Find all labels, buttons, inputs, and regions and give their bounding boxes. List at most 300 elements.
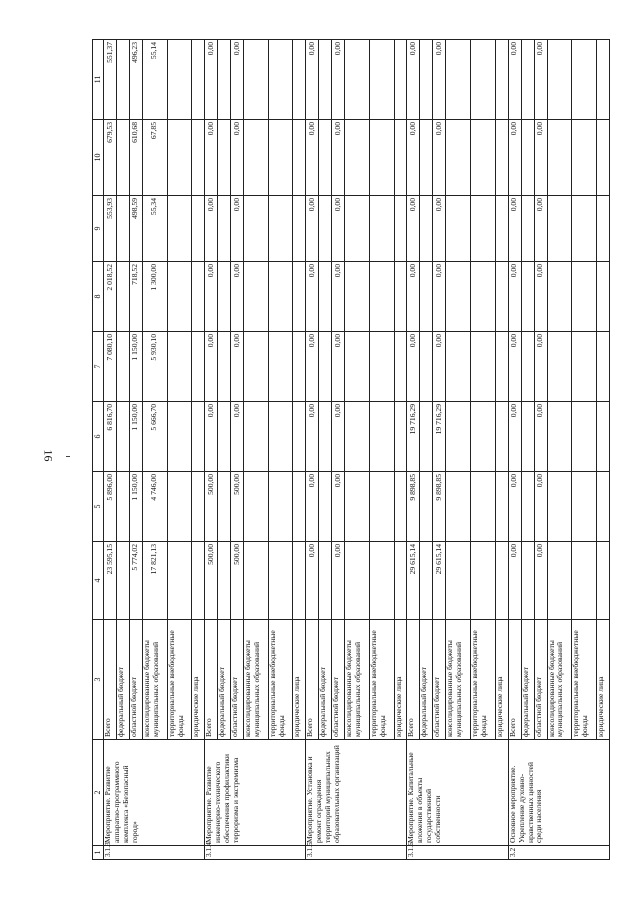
table-row: [306, 40, 319, 860]
amount-cell: [547, 332, 572, 402]
amount-cell: [547, 262, 572, 332]
amount-cell: [244, 332, 269, 402]
amount-cell: [268, 262, 293, 332]
funding-source: федеральный бюджет: [319, 620, 332, 740]
amount-cell: [345, 262, 370, 332]
amount-cell: [345, 472, 370, 542]
table-row: [104, 40, 117, 860]
amount-cell: [244, 196, 269, 262]
amount-cell: [394, 40, 407, 120]
column-number: 9: [93, 196, 104, 262]
amount-cell: [319, 542, 332, 620]
amount-cell: 19 716,29: [433, 402, 446, 472]
amount-cell: 0,00: [306, 196, 319, 262]
table-row: [433, 40, 446, 860]
item-code: 3.1.6: [407, 846, 508, 860]
amount-cell: 500,00: [231, 542, 244, 620]
table-row: [268, 40, 293, 860]
funding-source: Всего: [104, 620, 117, 740]
table-row: [420, 40, 433, 860]
amount-cell: 496,23: [129, 40, 142, 120]
amount-cell: 0,00: [205, 332, 218, 402]
amount-cell: [293, 262, 306, 332]
amount-cell: [495, 472, 508, 542]
amount-cell: 0,00: [534, 262, 547, 332]
amount-cell: [495, 262, 508, 332]
funding-source: областной бюджет: [534, 620, 547, 740]
amount-cell: [394, 332, 407, 402]
item-code: 3.1.4: [205, 846, 306, 860]
amount-cell: [369, 40, 394, 120]
amount-cell: [244, 40, 269, 120]
amount-cell: [369, 262, 394, 332]
amount-cell: [572, 542, 597, 620]
amount-cell: [369, 542, 394, 620]
amount-cell: 0,00: [534, 120, 547, 196]
funding-source: федеральный бюджет: [116, 620, 129, 740]
amount-cell: [268, 120, 293, 196]
amount-cell: [345, 120, 370, 196]
amount-cell: [244, 472, 269, 542]
amount-cell: 0,00: [231, 402, 244, 472]
amount-cell: [218, 332, 231, 402]
amount-cell: [420, 196, 433, 262]
amount-cell: 0,00: [433, 262, 446, 332]
amount-cell: [596, 402, 609, 472]
amount-cell: [471, 196, 496, 262]
amount-cell: [596, 332, 609, 402]
amount-cell: 5 896,00: [104, 472, 117, 542]
amount-cell: [495, 40, 508, 120]
funding-source: территориальные внебюджетные фонды: [369, 620, 394, 740]
amount-cell: 7 080,10: [104, 332, 117, 402]
funding-source: территориальные внебюджетные фонды: [167, 620, 192, 740]
amount-cell: [471, 120, 496, 196]
amount-cell: [369, 332, 394, 402]
amount-cell: [446, 332, 471, 402]
table-row: [319, 40, 332, 860]
amount-cell: [116, 332, 129, 402]
amount-cell: [293, 542, 306, 620]
amount-cell: [167, 40, 192, 120]
amount-cell: 679,53: [104, 120, 117, 196]
amount-cell: 0,00: [433, 332, 446, 402]
amount-cell: [167, 120, 192, 196]
amount-cell: [293, 40, 306, 120]
amount-cell: 0,00: [306, 472, 319, 542]
amount-cell: [293, 402, 306, 472]
amount-cell: [596, 120, 609, 196]
amount-cell: 9 898,85: [407, 472, 420, 542]
funding-source: областной бюджет: [129, 620, 142, 740]
table-row: [218, 40, 231, 860]
funding-source: юридические лица: [293, 620, 306, 740]
amount-cell: [547, 402, 572, 472]
amount-cell: 0,00: [407, 262, 420, 332]
amount-cell: [420, 402, 433, 472]
amount-cell: [521, 332, 534, 402]
amount-cell: 0,00: [205, 40, 218, 120]
amount-cell: 29 615,14: [433, 542, 446, 620]
table-row: [369, 40, 394, 860]
amount-cell: 0,00: [231, 120, 244, 196]
amount-cell: [547, 196, 572, 262]
amount-cell: [345, 40, 370, 120]
amount-cell: 5 930,10: [142, 332, 167, 402]
amount-cell: [244, 262, 269, 332]
table-row: [142, 40, 167, 860]
amount-cell: [268, 402, 293, 472]
amount-cell: 6 816,70: [104, 402, 117, 472]
column-number: 6: [93, 402, 104, 472]
amount-cell: 5 666,70: [142, 402, 167, 472]
amount-cell: [495, 120, 508, 196]
amount-cell: [319, 40, 332, 120]
table-row: [293, 40, 306, 860]
amount-cell: 0,00: [508, 40, 521, 120]
amount-cell: 0,00: [332, 40, 345, 120]
amount-cell: 0,00: [332, 196, 345, 262]
table-row: [572, 40, 597, 860]
amount-cell: [244, 402, 269, 472]
amount-cell: [495, 542, 508, 620]
amount-cell: [394, 402, 407, 472]
amount-cell: [116, 120, 129, 196]
amount-cell: [572, 120, 597, 196]
amount-cell: [218, 262, 231, 332]
amount-cell: [116, 40, 129, 120]
amount-cell: 5 774,02: [129, 542, 142, 620]
amount-cell: 0,00: [332, 472, 345, 542]
amount-cell: [471, 332, 496, 402]
amount-cell: [167, 472, 192, 542]
amount-cell: [572, 262, 597, 332]
funding-source: консолидированные бюджеты муниципальных образований: [547, 620, 572, 740]
amount-cell: [319, 472, 332, 542]
amount-cell: [369, 472, 394, 542]
amount-cell: [471, 402, 496, 472]
amount-cell: 1 150,00: [129, 332, 142, 402]
table-row: [116, 40, 129, 860]
amount-cell: [192, 542, 205, 620]
funding-source: Всего: [407, 620, 420, 740]
funding-source: юридические лица: [394, 620, 407, 740]
amount-cell: [192, 40, 205, 120]
column-number: 7: [93, 332, 104, 402]
amount-cell: [218, 196, 231, 262]
amount-cell: [293, 472, 306, 542]
funding-source: областной бюджет: [231, 620, 244, 740]
amount-cell: 19 716,29: [407, 402, 420, 472]
amount-cell: 0,00: [231, 196, 244, 262]
amount-cell: [293, 196, 306, 262]
column-number-row: [93, 40, 104, 860]
amount-cell: [596, 196, 609, 262]
table-row: [495, 40, 508, 860]
column-number: 2: [93, 740, 104, 846]
amount-cell: [572, 402, 597, 472]
amount-cell: [446, 196, 471, 262]
amount-cell: [192, 120, 205, 196]
funding-source: областной бюджет: [433, 620, 446, 740]
amount-cell: [394, 472, 407, 542]
amount-cell: [446, 40, 471, 120]
amount-cell: 718,52: [129, 262, 142, 332]
amount-cell: 0,00: [508, 542, 521, 620]
amount-cell: 0,00: [508, 262, 521, 332]
amount-cell: [345, 196, 370, 262]
amount-cell: [218, 120, 231, 196]
table-row: [244, 40, 269, 860]
amount-cell: 0,00: [407, 40, 420, 120]
amount-cell: 0,00: [306, 402, 319, 472]
column-number: 5: [93, 472, 104, 542]
amount-cell: [471, 262, 496, 332]
funding-source: федеральный бюджет: [521, 620, 534, 740]
table-row: [129, 40, 142, 860]
amount-cell: 0,00: [306, 542, 319, 620]
amount-cell: [420, 262, 433, 332]
amount-cell: [596, 262, 609, 332]
column-number: 8: [93, 262, 104, 332]
amount-cell: [495, 196, 508, 262]
amount-cell: [369, 196, 394, 262]
amount-cell: 1 150,00: [129, 402, 142, 472]
amount-cell: [596, 472, 609, 542]
item-title: Мероприятие. Установка и ремонт ограждения территорий муниципальных образовательных организаций: [306, 740, 407, 846]
amount-cell: 610,68: [129, 120, 142, 196]
amount-cell: 0,00: [508, 472, 521, 542]
amount-cell: [218, 40, 231, 120]
amount-cell: 0,00: [231, 40, 244, 120]
amount-cell: 0,00: [332, 402, 345, 472]
amount-cell: 0,00: [205, 402, 218, 472]
amount-cell: 0,00: [231, 332, 244, 402]
rotated-table-wrapper: [92, 40, 610, 860]
amount-cell: [572, 40, 597, 120]
amount-cell: 0,00: [508, 120, 521, 196]
funding-source: юридические лица: [596, 620, 609, 740]
amount-cell: [547, 472, 572, 542]
amount-cell: [521, 472, 534, 542]
amount-cell: [471, 40, 496, 120]
table-row: [205, 40, 218, 860]
amount-cell: [319, 196, 332, 262]
amount-cell: 500,00: [205, 472, 218, 542]
amount-cell: 0,00: [407, 196, 420, 262]
amount-cell: 0,00: [508, 402, 521, 472]
amount-cell: [116, 472, 129, 542]
amount-cell: 0,00: [433, 40, 446, 120]
amount-cell: 29 615,14: [407, 542, 420, 620]
amount-cell: [268, 332, 293, 402]
amount-cell: [572, 472, 597, 542]
amount-cell: [244, 120, 269, 196]
amount-cell: [218, 542, 231, 620]
amount-cell: 0,00: [433, 196, 446, 262]
amount-cell: 500,00: [205, 542, 218, 620]
funding-source: территориальные внебюджетные фонды: [572, 620, 597, 740]
amount-cell: [596, 40, 609, 120]
amount-cell: 551,37: [104, 40, 117, 120]
funding-source: федеральный бюджет: [420, 620, 433, 740]
table-row: [332, 40, 345, 860]
amount-cell: [167, 196, 192, 262]
amount-cell: 0,00: [508, 332, 521, 402]
table-row: [446, 40, 471, 860]
amount-cell: 0,00: [205, 262, 218, 332]
amount-cell: 23 595,15: [104, 542, 117, 620]
amount-cell: [495, 332, 508, 402]
amount-cell: [420, 40, 433, 120]
amount-cell: [319, 120, 332, 196]
amount-cell: [521, 196, 534, 262]
amount-cell: 4 746,00: [142, 472, 167, 542]
amount-cell: [446, 542, 471, 620]
table-row: [596, 40, 609, 860]
amount-cell: 0,00: [332, 262, 345, 332]
amount-cell: [192, 262, 205, 332]
amount-cell: [116, 542, 129, 620]
amount-cell: 0,00: [205, 196, 218, 262]
amount-cell: 0,00: [332, 332, 345, 402]
amount-cell: [547, 40, 572, 120]
item-code: 3.1.5: [306, 846, 407, 860]
amount-cell: [116, 402, 129, 472]
amount-cell: [420, 472, 433, 542]
amount-cell: [345, 332, 370, 402]
amount-cell: [369, 402, 394, 472]
item-title: Мероприятие. Развитие аппаратно-программного комплекса «Безопасный город»: [104, 740, 205, 846]
amount-cell: 0,00: [534, 332, 547, 402]
amount-cell: [319, 332, 332, 402]
amount-cell: [394, 120, 407, 196]
amount-cell: 0,00: [534, 40, 547, 120]
amount-cell: 0,00: [534, 472, 547, 542]
table-row: [167, 40, 192, 860]
item-code: 3.2: [508, 846, 609, 860]
amount-cell: 9 898,85: [433, 472, 446, 542]
amount-cell: [268, 542, 293, 620]
amount-cell: 1 150,00: [129, 472, 142, 542]
column-number: 3: [93, 620, 104, 740]
funding-source: территориальные внебюджетные фонды: [471, 620, 496, 740]
amount-cell: [394, 262, 407, 332]
table-row: [407, 40, 420, 860]
column-number: 10: [93, 120, 104, 196]
table-row: [394, 40, 407, 860]
amount-cell: [420, 332, 433, 402]
amount-cell: [572, 332, 597, 402]
funding-source: консолидированные бюджеты муниципальных образований: [142, 620, 167, 740]
amount-cell: [446, 120, 471, 196]
amount-cell: [521, 542, 534, 620]
amount-cell: [345, 542, 370, 620]
amount-cell: 0,00: [332, 120, 345, 196]
amount-cell: [596, 542, 609, 620]
amount-cell: 0,00: [407, 120, 420, 196]
table-row: [345, 40, 370, 860]
table-row: [471, 40, 496, 860]
amount-cell: 0,00: [508, 196, 521, 262]
amount-cell: [268, 40, 293, 120]
amount-cell: [293, 120, 306, 196]
amount-cell: 0,00: [306, 40, 319, 120]
amount-cell: [521, 262, 534, 332]
amount-cell: [192, 472, 205, 542]
amount-cell: 0,00: [306, 332, 319, 402]
amount-cell: 0,00: [332, 542, 345, 620]
amount-cell: [167, 262, 192, 332]
amount-cell: 0,00: [306, 262, 319, 332]
table-row: [508, 40, 521, 860]
amount-cell: 500,00: [231, 472, 244, 542]
amount-cell: [192, 402, 205, 472]
amount-cell: [192, 332, 205, 402]
funding-source: консолидированные бюджеты муниципальных образований: [345, 620, 370, 740]
amount-cell: 553,93: [104, 196, 117, 262]
column-number: 11: [93, 40, 104, 120]
table-row: [547, 40, 572, 860]
funding-table: [92, 39, 610, 860]
table-row: [521, 40, 534, 860]
funding-source: Всего: [306, 620, 319, 740]
item-title: Мероприятие. Развитие инженерно-технического обеспечения профилактики терроризма и экстремизма: [205, 740, 306, 846]
table-row: [192, 40, 205, 860]
amount-cell: [471, 472, 496, 542]
amount-cell: 2 018,52: [104, 262, 117, 332]
amount-cell: 0,00: [231, 262, 244, 332]
amount-cell: [471, 542, 496, 620]
amount-cell: [319, 402, 332, 472]
amount-cell: [547, 120, 572, 196]
amount-cell: [218, 402, 231, 472]
funding-source: Всего: [205, 620, 218, 740]
amount-cell: 55,34: [142, 196, 167, 262]
amount-cell: 0,00: [534, 402, 547, 472]
page-number: 16: [41, 449, 56, 462]
amount-cell: 1 300,00: [142, 262, 167, 332]
funding-source: территориальные внебюджетные фонды: [268, 620, 293, 740]
amount-cell: [446, 472, 471, 542]
amount-cell: [244, 542, 269, 620]
amount-cell: 0,00: [534, 542, 547, 620]
amount-cell: [394, 196, 407, 262]
item-title: Основное мероприятие. Укрепление духовно-нравственных ценностей среди населения: [508, 740, 609, 846]
amount-cell: [446, 262, 471, 332]
amount-cell: [547, 542, 572, 620]
amount-cell: 67,85: [142, 120, 167, 196]
table-row: [534, 40, 547, 860]
amount-cell: 0,00: [534, 196, 547, 262]
amount-cell: [116, 196, 129, 262]
amount-cell: 498,59: [129, 196, 142, 262]
amount-cell: [446, 402, 471, 472]
amount-cell: [369, 120, 394, 196]
amount-cell: [521, 402, 534, 472]
amount-cell: 0,00: [433, 120, 446, 196]
amount-cell: 17 821,13: [142, 542, 167, 620]
table-row: [231, 40, 244, 860]
funding-source: консолидированные бюджеты муниципальных образований: [446, 620, 471, 740]
funding-source: юридические лица: [192, 620, 205, 740]
amount-cell: [167, 542, 192, 620]
amount-cell: [218, 472, 231, 542]
scan-mark: [66, 456, 70, 457]
amount-cell: [268, 472, 293, 542]
amount-cell: [521, 120, 534, 196]
amount-cell: [167, 402, 192, 472]
